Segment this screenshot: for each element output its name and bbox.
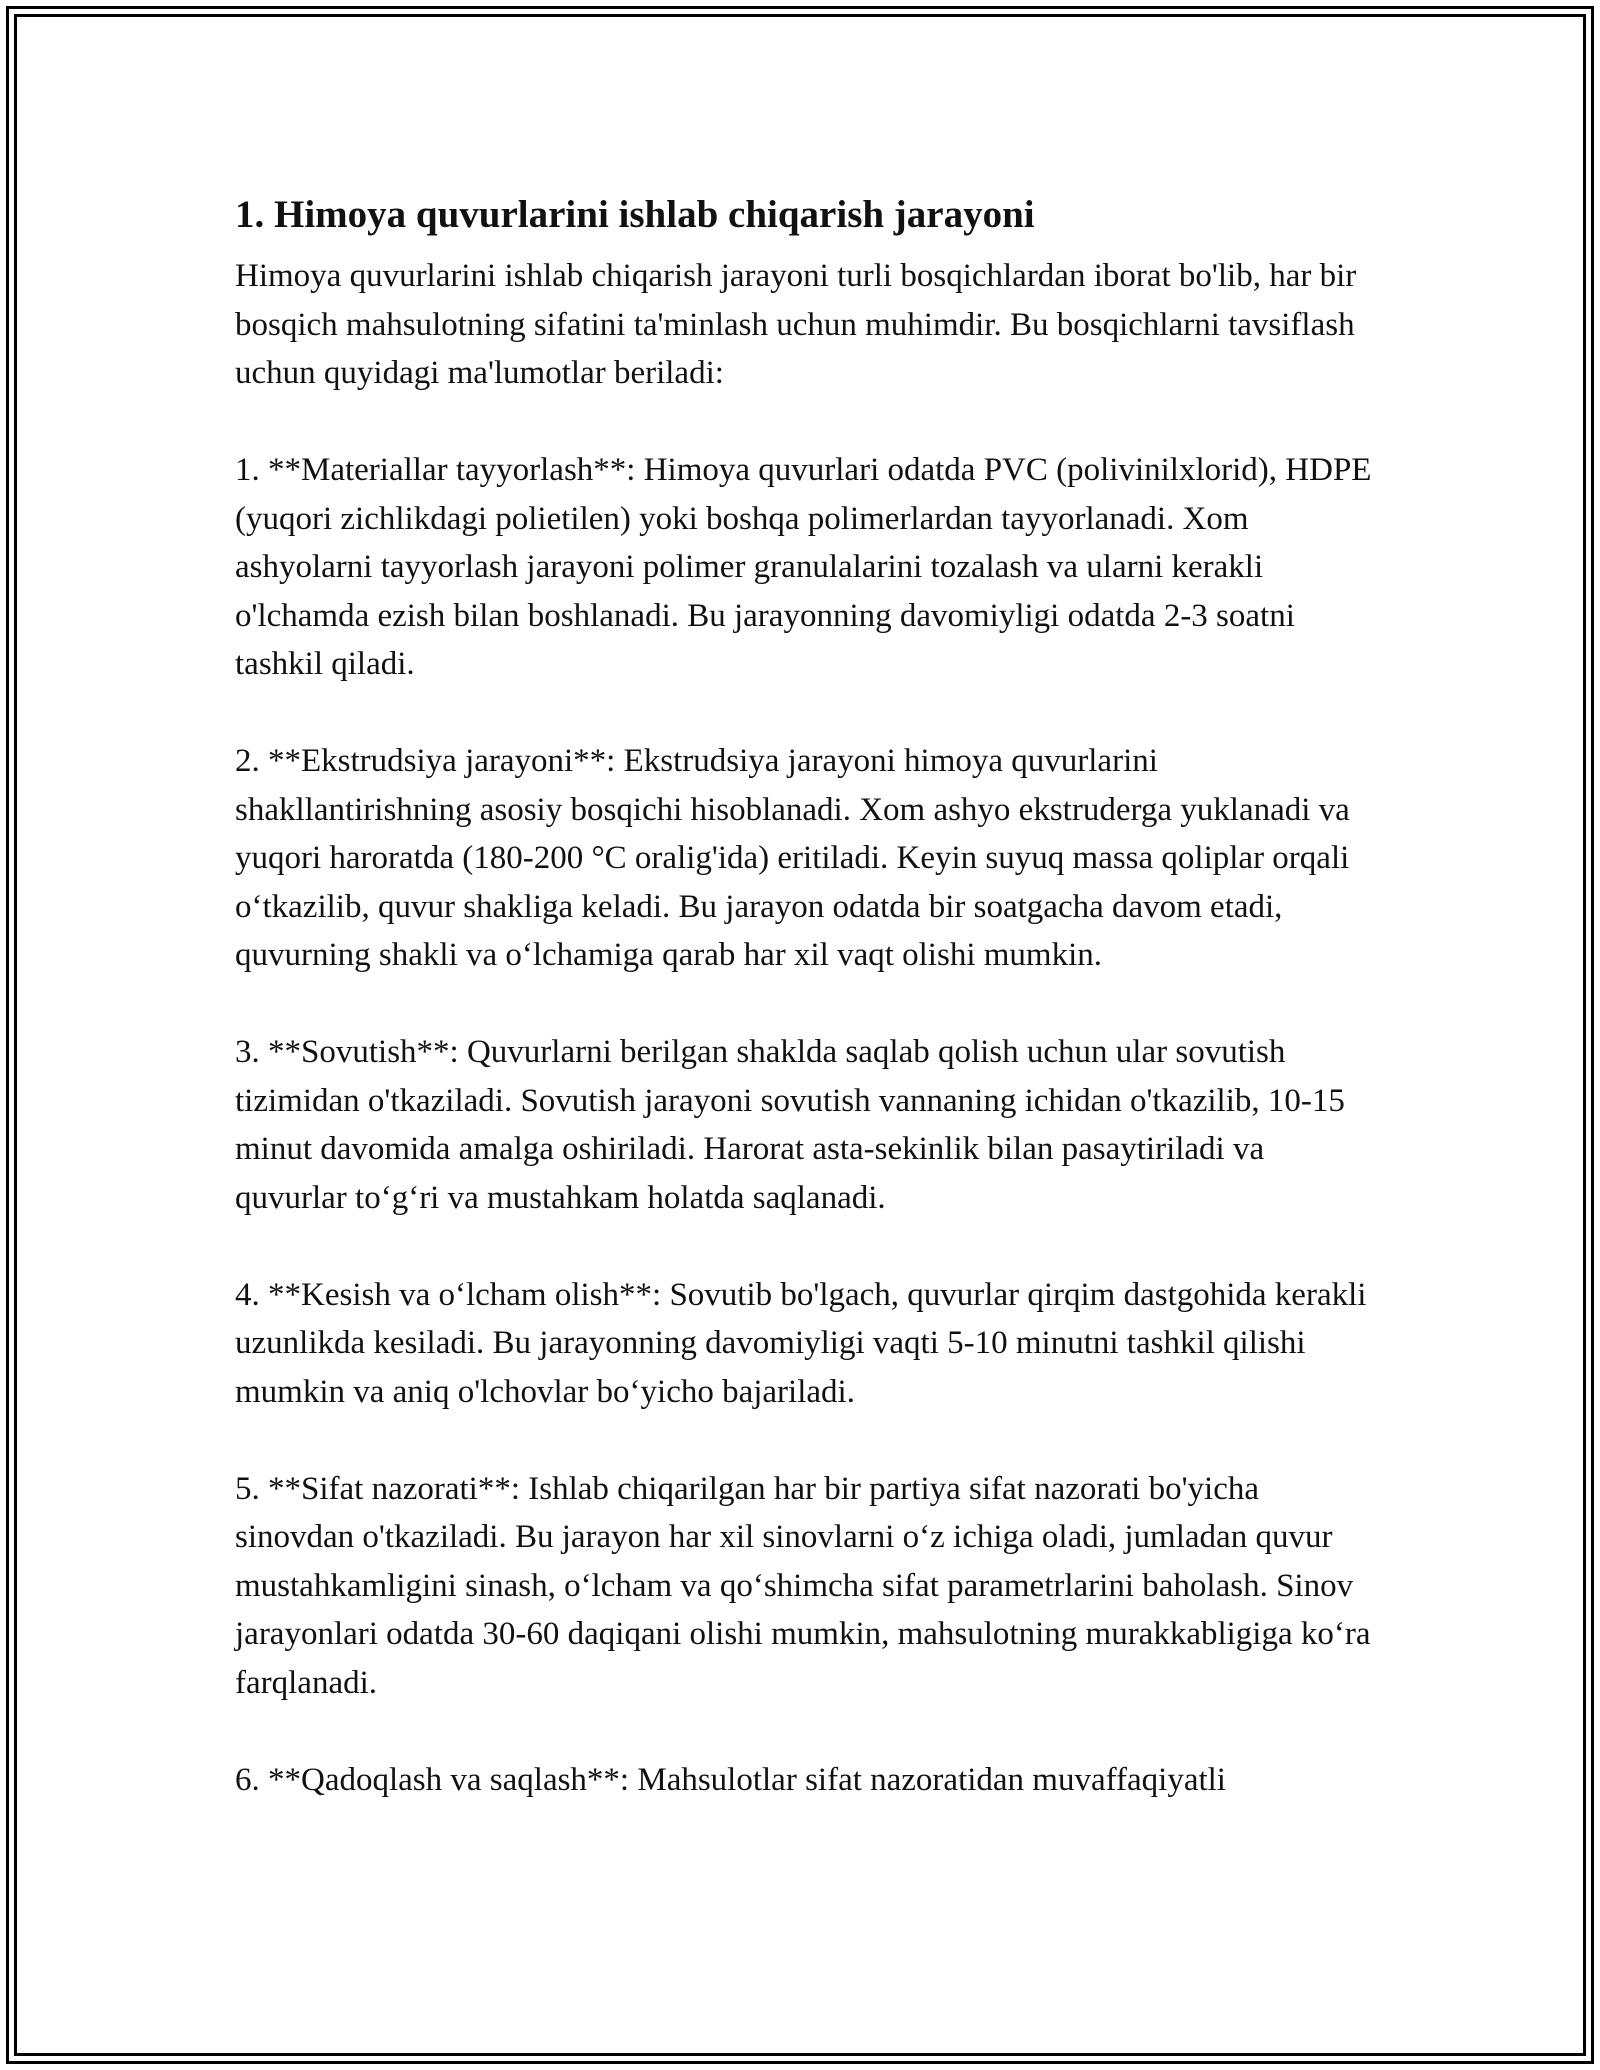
- section-heading: 1. Himoya quvurlarini ishlab chiqarish jarayoni: [235, 193, 1035, 236]
- intro-paragraph: Himoya quvurlarini ishlab chiqarish jarayoni turli bosqichlardan iborat bo'lib, har bir bosqich mahsulotning sifatini ta'minlash uchun muhimdir. Bu bosqichlarni tavsiflash uchun quyidagi ma'lumotlar beriladi:: [235, 258, 1357, 391]
- step-cutting-paragraph: 4. **Kesish va o‘lcham olish**: Sovutib bo'lgach, quvurlar qirqim dastgohida kerakli uzunlikda kesiladi. Bu jarayonning davomiyligi vaqti 5-10 minutni tashkil qilishi mumkin va aniq o'lchovlar bo‘yicho bajariladi.: [235, 1276, 1367, 1410]
- step-packaging-paragraph: 6. **Qadoqlash va saqlash**: Mahsulotlar sifat nazoratidan muvaffaqiyatli: [235, 1761, 1226, 1798]
- step-quality-control-paragraph: 5. **Sifat nazorati**: Ishlab chiqarilgan har bir partiya sifat nazorati bo'yicha sinovdan o'tkaziladi. Bu jarayon har xil sinovlarni o‘z ichiga oladi, jumladan quvur mustahkamligini sinash, o‘lcham va qo‘shimcha sifat parametrlarini baholash. Sinov jarayonlari odatda 30-60 daqiqani olishi mumkin, mahsulotning murakkabligiga ko‘ra farqlanadi.: [235, 1470, 1371, 1701]
- step-materials-paragraph: 1. **Materiallar tayyorlash**: Himoya quvurlari odatda PVC (polivinilxlorid), HDPE (yuqori zichlikdagi polietilen) yoki boshqa polimerlardan tayyorlanadi. Xom ashyolarni tayyorlash jarayoni polimer granulalarini tozalash va ularni kerakli o'lchamda ezish bilan boshlanadi. Bu jarayonning davomiyligi odatda 2-3 soatni tashkil qiladi.: [235, 452, 1372, 682]
- step-extrusion-paragraph: 2. **Ekstrudsiya jarayoni**: Ekstrudsiya jarayoni himoya quvurlarini shakllantirishning asosiy bosqichi hisoblanadi. Xom ashyo ekstruderga yuklanadi va yuqori haroratda (180-200 °C oralig'ida) eritiladi. Keyin suyuq massa qoliplar orqali o‘tkazilib, quvur shakliga keladi. Bu jarayon odatda bir soatgacha davom etadi, quvurning shakli va o‘lchamiga qarab har xil vaqt olishi mumkin.: [235, 743, 1350, 973]
- document-body: [235, 184, 1375, 1853]
- step-cooling-paragraph: 3. **Sovutish**: Quvurlarni berilgan shaklda saqlab qolish uchun ular sovutish tizimidan o'tkaziladi. Sovutish jarayoni sovutish vannaning ichidan o'tkazilib, 10-15 minut davomida amalga oshiriladi. Harorat asta-sekinlik bilan pasaytiriladi va quvurlar to‘g‘ri va mustahkam holatda saqlanadi.: [235, 1034, 1345, 1216]
